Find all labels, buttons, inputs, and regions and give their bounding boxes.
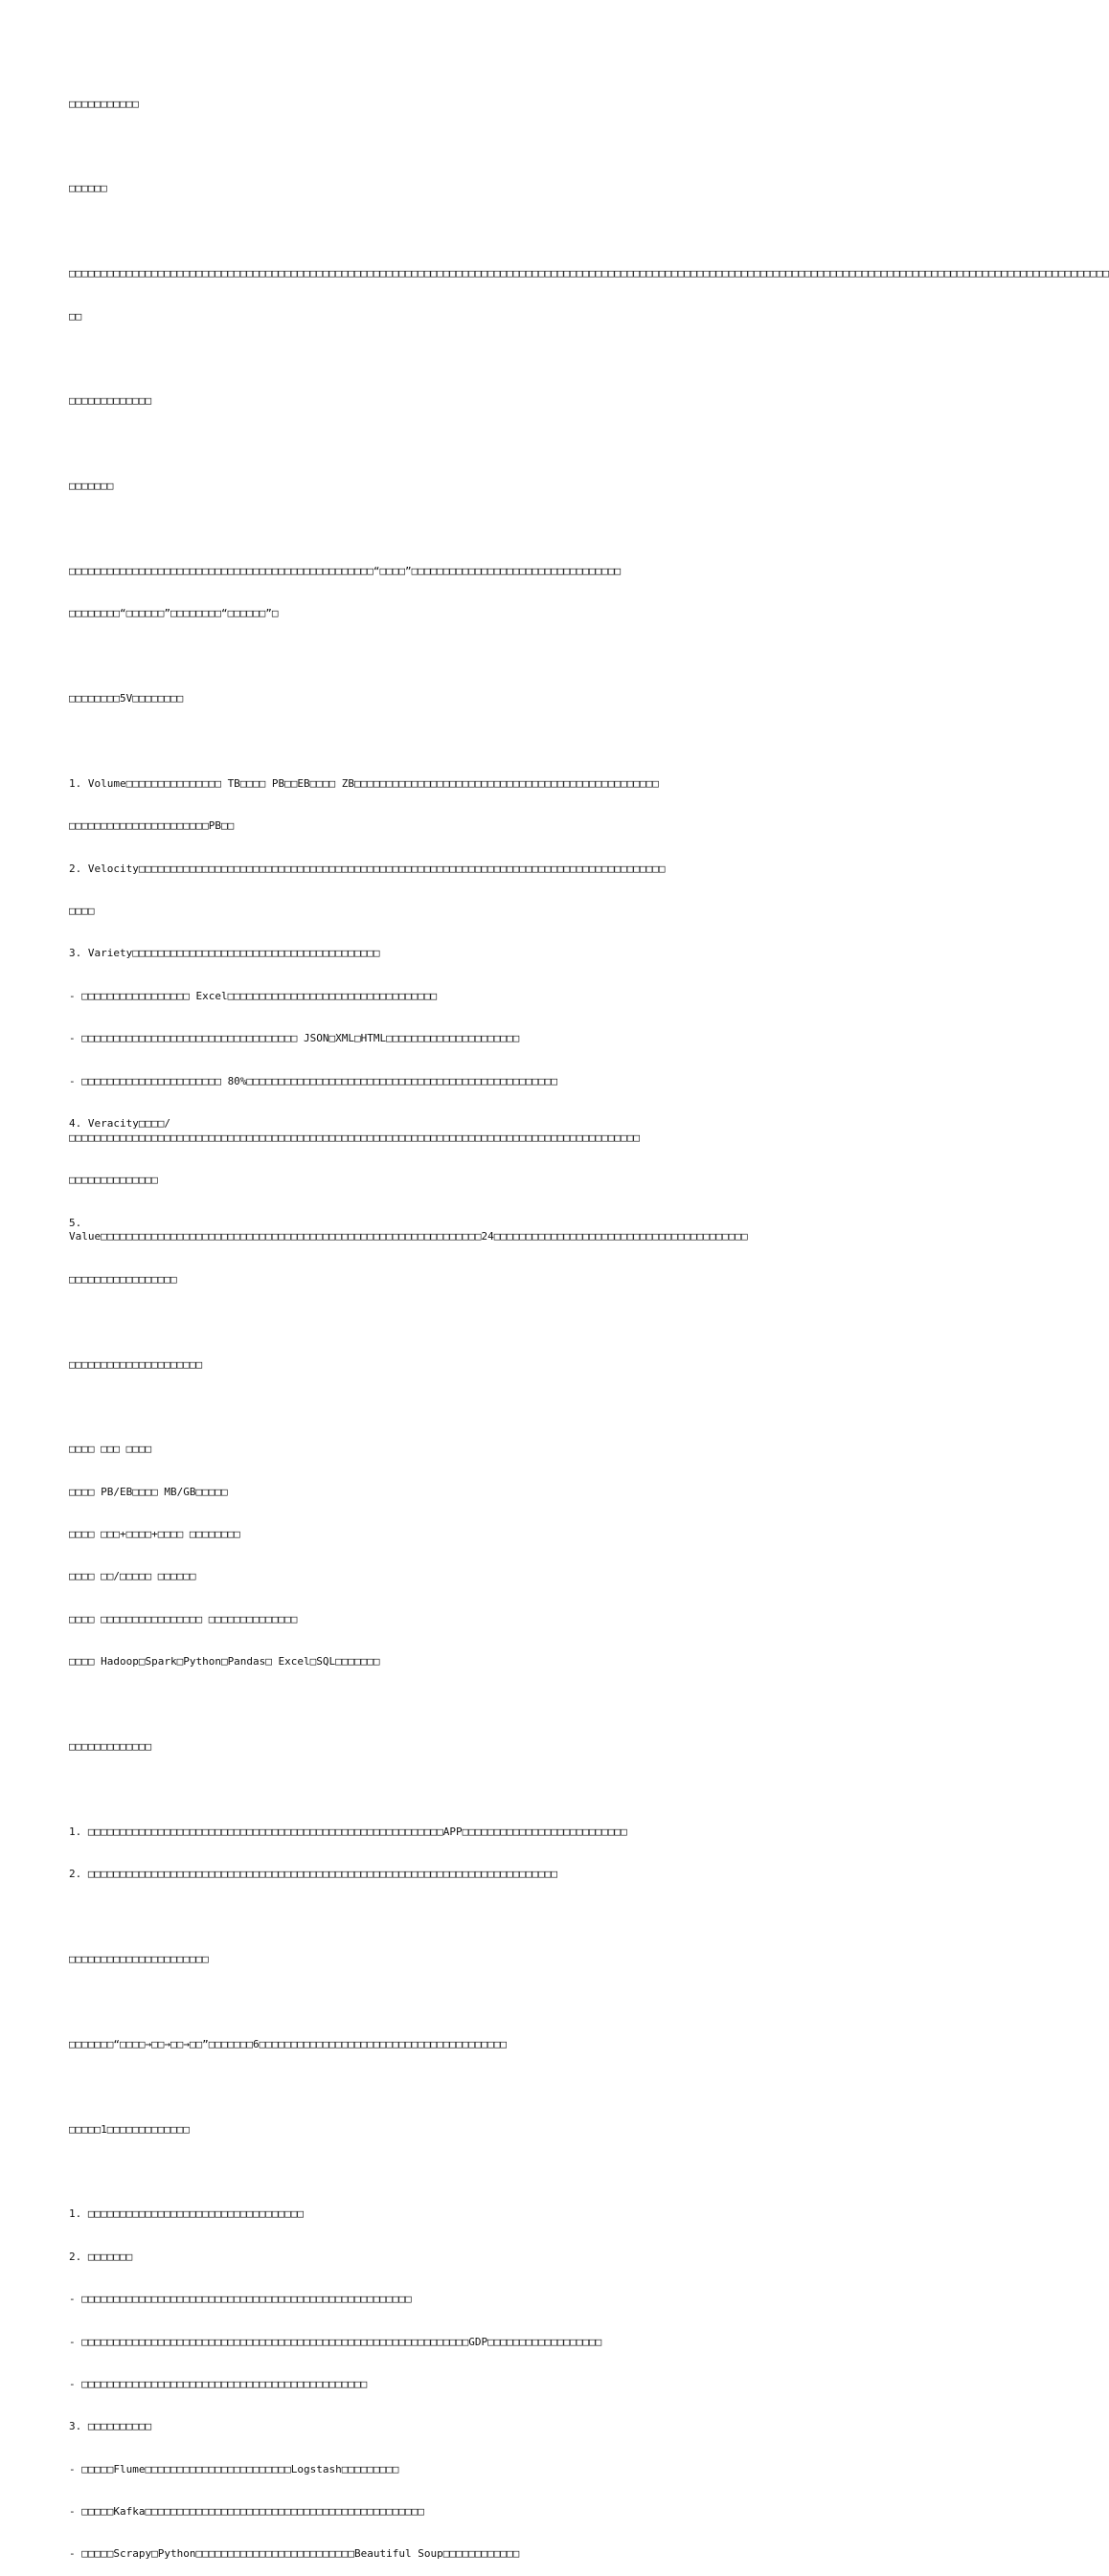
list-item: 4. Veracity□□□□/□□□□□□□□□□□□□□□□□□□□□□□□□□□□□□□□□□□□□□□□□□□□□□□□□□□□□□□□□□□□□□□□□□□□□□□□□□□□□□□□□□□□□□□□□□ (69, 1116, 641, 1144)
paragraph-line: □□ (69, 309, 82, 323)
list-item: 5. Value□□□□□□□□□□□□□□□□□□□□□□□□□□□□□□□□□□□□□□□□□□□□□□□□□□□□□□□□□□□□24□□□□□□□□□□□□□□□□□□□□□□□□□□□□□□□□□□□□□□□□ (69, 1216, 748, 1243)
blank-line (69, 1911, 682, 1925)
blank-line (69, 734, 682, 749)
list-item: 2. □□□□□□□ (69, 2250, 133, 2263)
subheading: □□□□□1□□□□□□□□□□□□□ (69, 2122, 190, 2136)
subheading: □□□□□□□□5V□□□□□□□□ (69, 692, 184, 706)
list-item-continuation: □□□□□□□□□□□□□□□□□ (69, 1272, 177, 1286)
bullet-item: - □□□□□□□□□□□□□□□□□□□□□□□□□□□□□□□□□□ JSON□XML□HTML□□□□□□□□□□□□□□□□□□□□□ (69, 1032, 520, 1045)
bullet-item: - □□□□□□□□□□□□□□□□□ Excel□□□□□□□□□□□□□□□□□□□□□□□□□□□□□□□□□ (69, 989, 438, 1002)
list-item: 3. □□□□□□□□□□ (69, 2420, 152, 2433)
subheading: □□□□□□□□□□□□□ (69, 1740, 152, 1754)
section-heading: □□□□□□□□□□□□□ (69, 394, 152, 408)
list-item-continuation: □□□□ (69, 905, 95, 918)
bullet-item: - □□□□□□□□□□□□□□□□□□□□□□□□□□□□□□□□□□□□□□□□□□□□□ (69, 2377, 368, 2390)
list-item: 1. □□□□□□□□□□□□□□□□□□□□□□□□□□□□□□□□□□□□□□□□□□□□□□□□□□□□□□□□APP□□□□□□□□□□□□□□□□□□□□□□□□□□ (69, 1825, 627, 1838)
list-item: 1. □□□□□□□□□□□□□□□□□□□□□□□□□□□□□□□□□□ (69, 2207, 305, 2221)
list-item-continuation: □□□□□□□□□□□□□□□□□□□□□□PB□□ (69, 819, 235, 833)
list-item-continuation: □□□□□□□□□□□□□□ (69, 1174, 158, 1187)
bullet-item: - □□□□□Scrapy□Python□□□□□□□□□□□□□□□□□□□□□□□□□Beautiful Soup□□□□□□□□□□□□ (69, 2547, 520, 2561)
list-item: 2. □□□□□□□□□□□□□□□□□□□□□□□□□□□□□□□□□□□□□□□□□□□□□□□□□□□□□□□□□□□□□□□□□□□□□□□□□□ (69, 1868, 557, 1881)
bullet-item: - □□□□□Flume□□□□□□□□□□□□□□□□□□□□□□□Logstash□□□□□□□□□ (69, 2462, 399, 2475)
comparison-row: □□□□ PB/EB□□□□ MB/GB□□□□□ (69, 1485, 228, 1498)
paragraph-line: □□□□□□□□□□□□□□□□□□□□□□□□□□□□□□□□□□□□□□□□□□□□□□□□□□□□□□□□□□□□□□□□□□□□□□□□□□□□□□□□□□□□□□□□□□□□□□□□□□□□□□□□□□□□□□□□□□□□□□□□□□□□□□□□□□□□□□□□□□□□□□□□□□□□□□□□□□□□□□□□□□□□ (69, 267, 1109, 280)
blank-line (69, 650, 682, 664)
blank-line (69, 1782, 682, 1797)
blank-line (69, 523, 682, 537)
bullet-item: - □□□□□□□□□□□□□□□□□□□□□□□□□□□□□□□□□□□□□□□□□□□□□□□□□□□□□□□□□□□□□GDP□□□□□□□□□□□□□□□□□□ (69, 2335, 602, 2348)
blank-line (69, 225, 682, 239)
text-line: □□□□□□ (69, 182, 107, 195)
blank-line (69, 2080, 682, 2094)
blank-line (69, 1315, 682, 1330)
bullet-item: - □□□□□Kafka□□□□□□□□□□□□□□□□□□□□□□□□□□□□□□□□□□□□□□□□□□□□ (69, 2505, 424, 2519)
bullet-item: - □□□□□□□□□□□□□□□□□□□□□□ 80%□□□□□□□□□□□□□□□□□□□□□□□□□□□□□□□□□□□□□□□□□□□□□□□□□ (69, 1074, 557, 1087)
document-body (69, 69, 1109, 2576)
blank-line (69, 352, 682, 367)
blank-line (69, 437, 682, 452)
list-item: 1. Volume□□□□□□□□□□□□□□□ TB□□□□ PB□□EB□□□□ ZB□□□□□□□□□□□□□□□□□□□□□□□□□□□□□□□□□□□□□□□□□□□□□□□□ (69, 776, 659, 790)
blank-line (69, 1698, 682, 1713)
subheading: □□□□□□□ (69, 480, 114, 493)
section-heading: □□□□□□□□□□□□□□□□□□□□□□ (69, 1952, 209, 1965)
paragraph-line: □□□□□□□□□□□□□□□□□□□□□□□□□□□□□□□□□□□□□□□□□□□□□□□□“□□□□”□□□□□□□□□□□□□□□□□□□□□□□□□□□□□□□□□ (69, 564, 622, 577)
blank-line (69, 1400, 682, 1415)
comparison-row: □□□□ □□/□□□□□ □□□□□□ (69, 1570, 196, 1583)
list-item: 2. Velocity□□□□□□□□□□□□□□□□□□□□□□□□□□□□□□□□□□□□□□□□□□□□□□□□□□□□□□□□□□□□□□□□□□□□□□□□□□□□□□□□□□□ (69, 862, 666, 875)
paragraph-line: □□□□□□□“□□□□→□□→□□→□□”□□□□□□□6□□□□□□□□□□□□□□□□□□□□□□□□□□□□□□□□□□□□□□□ (69, 2037, 507, 2050)
comparison-row: □□□□ Hadoop□Spark□Python□Pandas□ Excel□SQL□□□□□□□ (69, 1655, 380, 1669)
list-item: 3. Variety□□□□□□□□□□□□□□□□□□□□□□□□□□□□□□□□□□□□□□□ (69, 947, 380, 960)
blank-line (69, 2165, 682, 2180)
blank-line (69, 1995, 682, 2009)
blank-line (69, 140, 682, 154)
comparison-row: □□□□ □□□□□□□□□□□□□□□□ □□□□□□□□□□□□□□ (69, 1612, 298, 1625)
text-line: □□□□□□□□□□□ (69, 97, 139, 110)
subheading: □□□□□□□□□□□□□□□□□□□□□ (69, 1357, 203, 1371)
paragraph-line: □□□□□□□□“□□□□□□”□□□□□□□□“□□□□□□”□ (69, 607, 279, 620)
comparison-row: □□□□ □□□ □□□□ (69, 1443, 152, 1456)
comparison-row: □□□□ □□□+□□□□+□□□□ □□□□□□□□ (69, 1528, 240, 1541)
bullet-item: - □□□□□□□□□□□□□□□□□□□□□□□□□□□□□□□□□□□□□□□□□□□□□□□□□□□□ (69, 2293, 412, 2306)
